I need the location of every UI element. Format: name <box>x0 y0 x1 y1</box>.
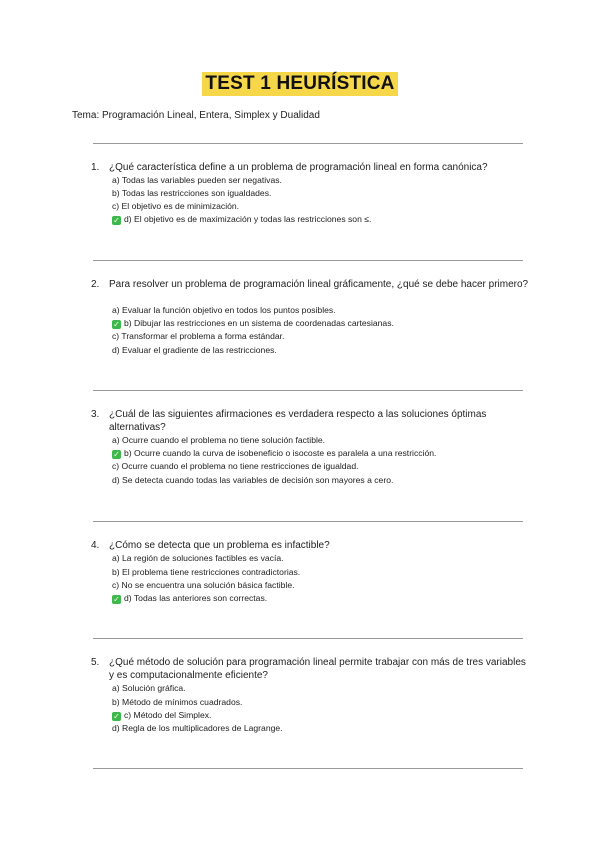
option-b: b) Todas las restricciones son igualdades. <box>112 188 272 198</box>
option-a: a) Ocurre cuando el problema no tiene solución factible. <box>112 435 326 445</box>
title-wrapper <box>0 72 600 96</box>
option-c: c) El objetivo es de minimización. <box>112 201 240 211</box>
question-header <box>91 278 531 291</box>
question-text: ¿Qué método de solución para programación lineal permite trabajar con más de tres variables y es computacionalmente eficiente? <box>109 657 526 681</box>
divider <box>93 260 523 261</box>
option-b: b) El problema tiene restricciones contradictorias. <box>112 567 301 577</box>
question-header <box>91 161 531 174</box>
check-icon: ✓ <box>113 450 120 459</box>
option-a: a) La región de soluciones factibles es vacía. <box>112 553 284 563</box>
divider <box>93 390 523 391</box>
question-text: ¿Qué característica define a un problema de programación lineal en forma canónica? <box>109 162 488 173</box>
question-text: ¿Cuál de las siguientes afirmaciones es verdadera respecto a las soluciones óptimas alternativas? <box>109 409 487 433</box>
question-number: 4. <box>91 540 100 551</box>
option-c: c) Transformar el problema a forma estándar. <box>112 331 285 341</box>
option-a: a) Evaluar la función objetivo en todos los puntos posibles. <box>112 305 336 315</box>
question-header <box>91 539 531 552</box>
option-c-correct: ✓ c) Método del Simplex. <box>113 710 212 721</box>
question-number: 3. <box>91 409 100 420</box>
check-icon: ✓ <box>113 320 120 329</box>
question-number: 5. <box>91 657 100 668</box>
question-text: ¿Cómo se detecta que un problema es infactible? <box>109 540 330 551</box>
option-a: a) Todas las variables pueden ser negativas. <box>112 175 282 185</box>
option-d-correct: ✓ d) El objetivo es de maximización y todas las restricciones son ≤. <box>113 214 372 225</box>
option-b-correct: ✓ b) Ocurre cuando la curva de isobeneficio o isocoste es paralela a una restricción. <box>113 448 437 459</box>
divider <box>93 638 523 639</box>
question-header <box>91 408 531 434</box>
option-b: b) Método de mínimos cuadrados. <box>112 697 243 707</box>
option-d: d) Se detecta cuando todas las variables de decisión son mayores a cero. <box>112 475 394 485</box>
option-d: d) Regla de los multiplicadores de Lagrange. <box>112 723 283 733</box>
question-number: 2. <box>91 279 100 290</box>
page-title: TEST 1 HEURÍSTICA <box>202 72 397 96</box>
question-text: Para resolver un problema de programación lineal gráficamente, ¿qué se debe hacer primero? <box>109 279 529 290</box>
option-b-correct: ✓ b) Dibujar las restricciones en un sistema de coordenadas cartesianas. <box>113 318 394 329</box>
option-a: a) Solución gráfica. <box>112 683 186 693</box>
topic-line: Tema: Programación Lineal, Entera, Simplex y Dualidad <box>72 110 320 121</box>
check-icon: ✓ <box>113 712 120 721</box>
question-header <box>91 656 531 682</box>
option-d: d) Evaluar el gradiente de las restricciones. <box>112 345 277 355</box>
divider <box>93 143 523 144</box>
check-icon: ✓ <box>113 216 120 225</box>
option-c: c) No se encuentra una solución básica factible. <box>112 580 295 590</box>
option-c: c) Ocurre cuando el problema no tiene restricciones de igualdad. <box>112 461 359 471</box>
question-number: 1. <box>91 162 100 173</box>
check-icon: ✓ <box>113 595 120 604</box>
option-d-correct: ✓ d) Todas las anteriores son correctas. <box>113 593 268 604</box>
divider <box>93 768 523 769</box>
divider <box>93 521 523 522</box>
